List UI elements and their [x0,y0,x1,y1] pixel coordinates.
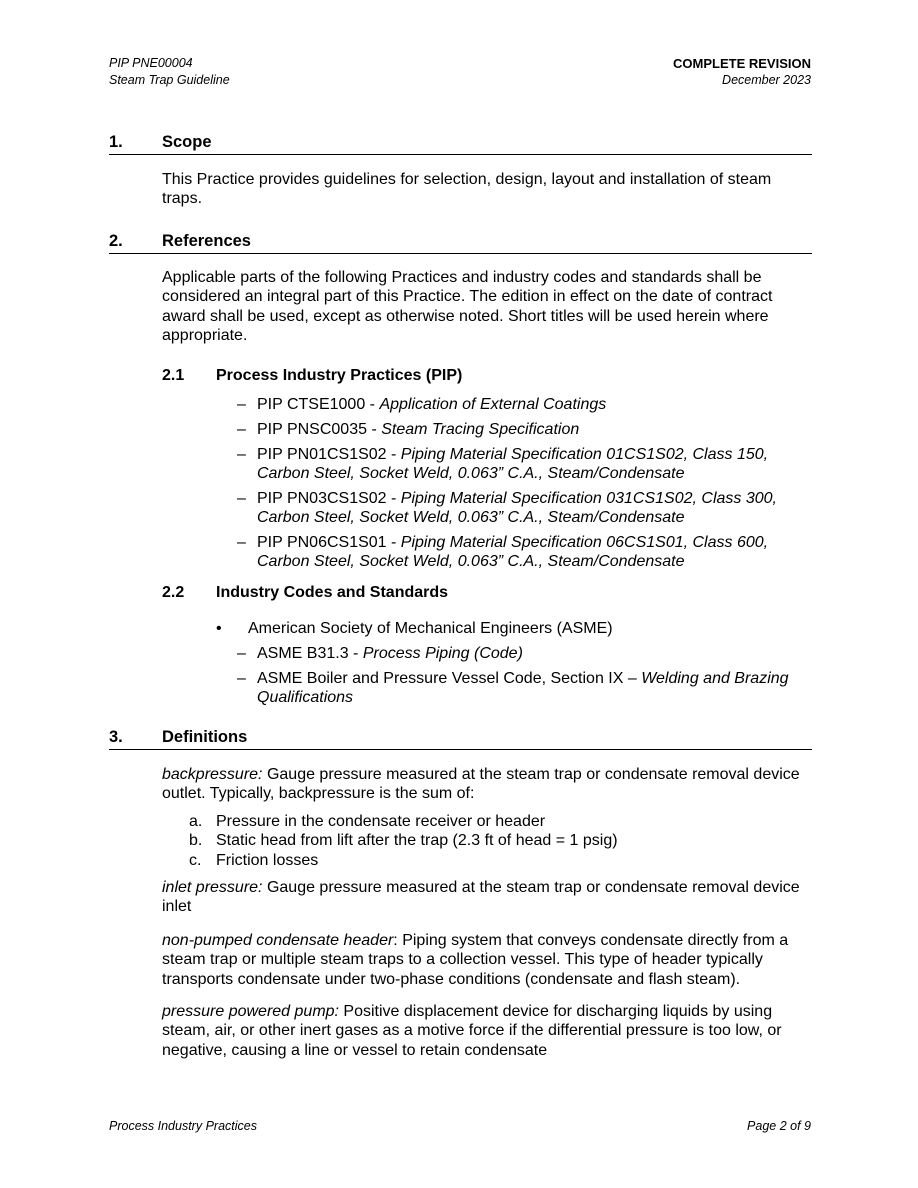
section-heading-definitions [109,728,812,750]
page-header-right [673,55,811,89]
document-page: PIP PNE00004 Steam Trap Guideline COMPLETE REVISION December 2023 1. Scope This Practice provides guidelines for selection, design, layout and installation of steam traps. 2. References Applicable parts of the following Practices and industry codes and standards shall be considered an integral part of this Practice. The edition in effect on the date of contract award shall be used, except as otherwise noted. Short titles will be used herein where appropriate. 2.1 Process Industry Practices (PIP) – PIP CTSE1000 - Application of External Coatings – PIP PNSC0035 - Steam Tracing Specification – PIP PN01CS1S02 - Piping Material Specification 01CS1S02, Class 150, Carbon Steel, Socket Weld, 0.063” C.A., Steam/Condensate – PIP PN03CS1S02 - Piping Material Specification 031CS1S02, Class 300, Carbon Steel, Socket Weld, 0.063” C.A., Steam/Condensate – PIP PN06CS1S01 - Piping Material Specification 06CS1S01, Class 600, Carbon Steel, Socket Weld, 0.063” C.A., Steam/Condensate 2.2 Industry Codes and Standards • American Society of Mechanical Engineers (ASME) – ASME B31.3 - Process Piping (Code) – ASME Boiler and Pressure Vessel Code, Section IX – Welding and Brazing Qualifications 3. Definitions backpressure: Gauge pressure measured at the steam trap or condensate removal device outlet. Typically, backpressure is the sum of: a. Pressure in the condensate receiver or header b. Static head from lift after the trap (2.3 ft of head = 1 psig) c. Friction losses inlet pressure: Gauge pressure measured at the steam trap or condensate removal device inlet non-pumped condensate header: Piping system that conveys condensate directly from a steam trap or multiple steam traps to a collection vessel. This type of header typically transports condensate under two-phase conditions (condensate and flash steam). pressure powered pump: Positive displacement device for discharging liquids by using steam, air, or other inert gases as a motive force if the differential pressure is too low, or negative, causing a line or vessel to retain condensate Process Industry Practices Page 2 of 9 [109,56,811,1133]
subsection-title: Process Industry Practices (PIP) [216,367,463,384]
subsection-title: Industry Codes and Standards [216,584,449,601]
section-heading-references [109,232,812,254]
reference-item: – PIP CTSE1000 - Application of External Coatings [237,396,607,413]
section-number: 1. [109,133,123,151]
reference-item: – PIP PN03CS1S02 - Piping Material Specification 031CS1S02, Class 300, Carbon Steel, Socket Weld, 0.063” C.A., Steam/Condensate [237,490,777,527]
bullet-icon: • [216,620,222,637]
scope-paragraph: This Practice provides guidelines for selection, design, layout and installation of steam traps. [162,171,772,208]
reference-item: – PIP PN01CS1S02 - Piping Material Specification 01CS1S02, Class 150, Carbon Steel, Socket Weld, 0.063” C.A., Steam/Condensate [237,446,769,483]
section-number: 2. [109,232,123,250]
references-paragraph: Applicable parts of the following Practices and industry codes and standards shall be considered an integral part of this Practice. The edition in effect on the date of contract award shall be used, except as otherwise noted. Short titles will be used herein where appropriate. [162,269,773,345]
definition-inlet-pressure: inlet pressure: Gauge pressure measured at the steam trap or condensate removal device inlet [162,879,800,916]
section-heading-scope [109,133,812,155]
section-title: Scope [162,133,212,151]
revision-date: December 2023 [722,73,811,87]
section-number: 3. [109,728,123,746]
definition-term: pressure powered pump: [162,1003,339,1020]
definition-term: non-pumped condensate header [162,932,394,949]
reference-item: – ASME B31.3 - Process Piping (Code) [237,645,523,662]
page-number: Page 2 of 9 [747,1119,811,1133]
reference-item: – PIP PNSC0035 - Steam Tracing Specification [237,421,580,438]
section-title: Definitions [162,728,248,746]
definition-term: inlet pressure: [162,879,263,896]
doc-id: PIP PNE00004 [109,56,193,70]
definition-term: backpressure: [162,766,263,783]
page-footer-left: Process Industry Practices [109,1119,257,1133]
revision-label: COMPLETE REVISION [673,56,811,71]
subsection-number: 2.2 [162,584,185,601]
page-header-left [109,55,230,89]
definition-non-pumped-condensate-header: non-pumped condensate header: Piping system that conveys condensate directly from a steam trap or multiple steam traps to a collection vessel. This type of header typically transports condensate under two-phase conditions (condensate and flash steam). [162,932,789,988]
section-title: References [162,232,251,250]
definition-pressure-powered-pump: pressure powered pump: Positive displacement device for discharging liquids by using steam, air, or other inert gases as a motive force if the differential pressure is too low, or negative, causing a line or vessel to retain condensate [162,1003,782,1059]
reference-item: – PIP PN06CS1S01 - Piping Material Specification 06CS1S01, Class 600, Carbon Steel, Socket Weld, 0.063” C.A., Steam/Condensate [237,534,769,571]
subsection-number: 2.1 [162,367,185,384]
doc-title: Steam Trap Guideline [109,73,230,87]
reference-item: – ASME Boiler and Pressure Vessel Code, Section IX – Welding and Brazing Qualifications [237,670,789,707]
definition-backpressure: backpressure: Gauge pressure measured at the steam trap or condensate removal device outlet. Typically, backpressure is the sum of: [162,766,800,803]
